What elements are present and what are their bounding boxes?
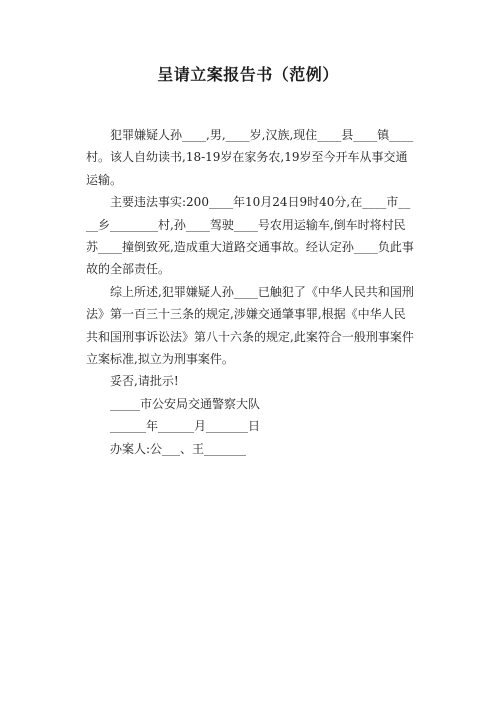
document-body (86, 124, 416, 460)
paragraph-department: _____市公安局交通警察大队 (110, 396, 261, 411)
paragraph-request: 妥否,请批示! (110, 374, 179, 389)
document-title: 呈请立案报告书（范例） (157, 65, 339, 84)
paragraph-date: ______年______月_______日 (110, 419, 261, 434)
paragraph-facts: 主要违法事实:200____年10月24日9时40分,在____市____乡________村,孙____驾驶____号农用运输车,倒车时将村民苏____撞倒致死,造成重大道路交通事故。经认定孙____负此事故的全部责任。 (86, 195, 414, 277)
paragraph-suspect-info: 犯罪嫌疑人孙____,男,____岁,汉族,现住____县____镇____村。该人自幼读书,18-19岁在家务农,19岁至今开车从事交通运输。 (86, 128, 414, 187)
paragraph-conclusion: 综上所述,犯罪嫌疑人孙____已触犯了《中华人民共和国刑法》第一百三十三条的规定,涉嫌交通肇事罪,根据《中华人民共和国刑事诉讼法》第八十六条的规定,此案符合一般刑事案件立案标准,拟立为刑事案件。 (86, 284, 414, 367)
paragraph-handler: 办案人:公___、王_______ (110, 441, 247, 456)
